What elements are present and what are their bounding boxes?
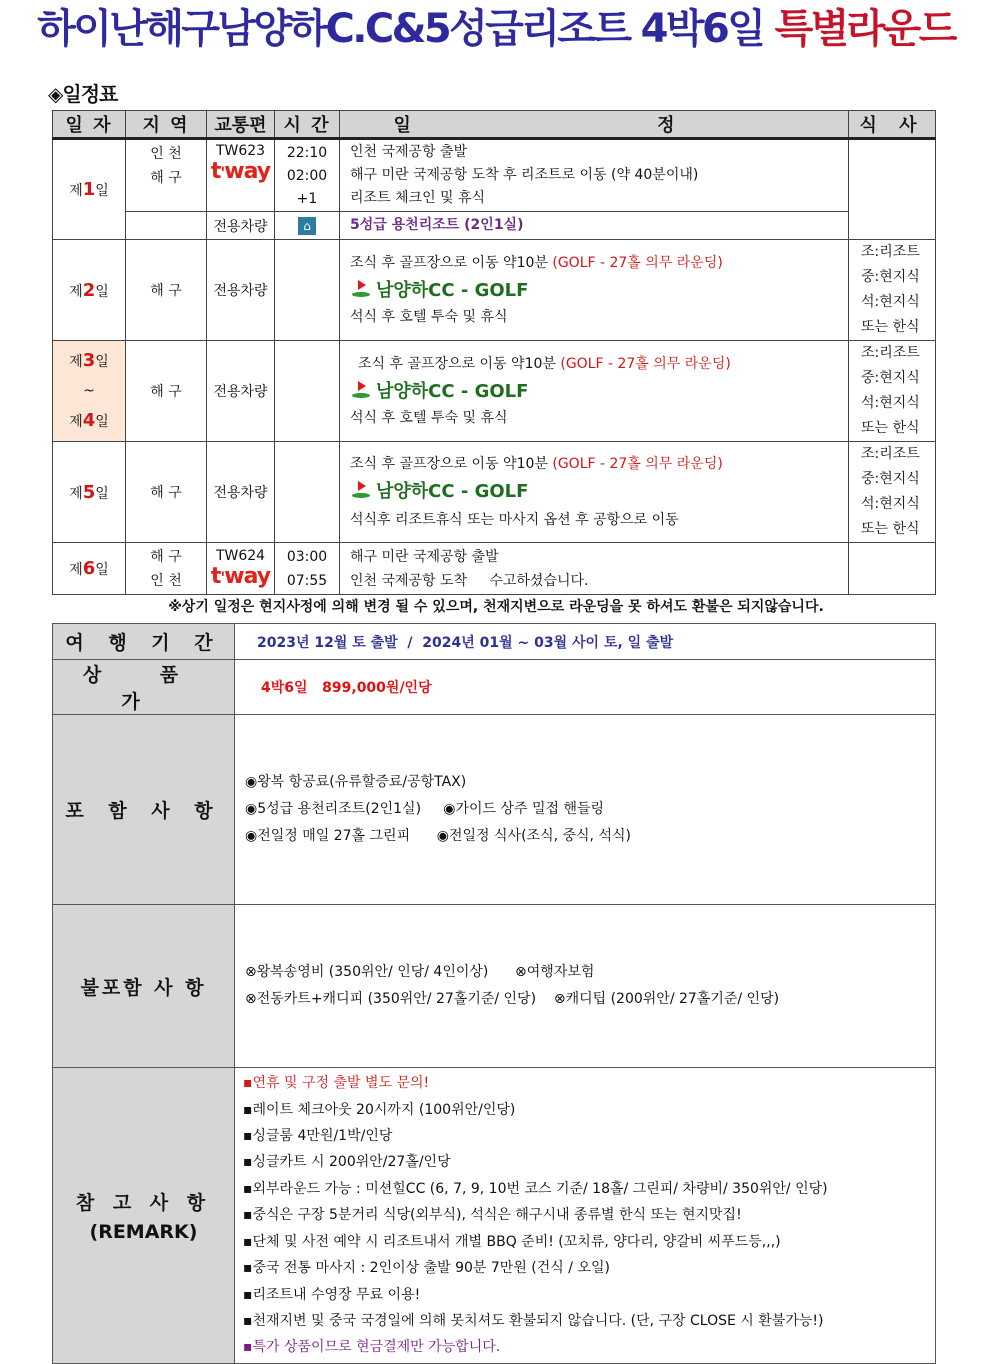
header-region: 지 역	[126, 111, 207, 139]
header-day: 일 자	[53, 111, 126, 139]
list-item: ◉왕복 항공료(유류할증료/공항TAX)	[245, 774, 467, 790]
region-cell: 해 구	[126, 341, 207, 442]
table-row	[53, 1068, 936, 1364]
table-row	[53, 139, 936, 212]
tway-logo: t'way	[210, 159, 271, 184]
list-item: ⊗왕복송영비 (350위안/ 인당/ 4인이상) ⊗여행자보험	[245, 964, 595, 980]
time-cell	[275, 341, 340, 442]
list-item: ◉5성급 용천리조트(2인1실) ◉가이드 상주 밀접 핸들링	[245, 801, 605, 817]
region-cell: 해 구	[126, 442, 207, 543]
meal-cell: 조:리조트 중:현지식 석:현지식 또는 한식	[849, 442, 936, 543]
list-item: ▪리조트내 수영장 무료 이용!	[243, 1286, 421, 1303]
vehicle-cell: 전용차량	[207, 212, 275, 240]
hotel-name: 5성급 용천리조트 (2인1실)	[340, 212, 849, 240]
list-item: ◉전일정 매일 27홀 그린피 ◉전일정 식사(조식, 중식, 석식)	[245, 828, 631, 844]
header-meal: 식 사	[849, 111, 936, 139]
time-cell	[275, 240, 340, 341]
table-row	[53, 442, 936, 543]
list-item: ▪레이트 체크아웃 20시까지 (100위안/인당)	[243, 1101, 516, 1118]
table-row	[53, 624, 936, 660]
hotel-cell	[275, 212, 340, 240]
includes-list	[235, 715, 936, 905]
golf-flag-icon	[350, 481, 372, 499]
day-cell: 제6일	[53, 543, 126, 595]
schedule-table	[52, 110, 936, 595]
region-cell: 해 구	[126, 240, 207, 341]
time-cell: 03:00 07:55	[275, 543, 340, 595]
vehicle-cell: 전용차량	[207, 240, 275, 341]
list-item: ▪천재지변 및 중국 국경일에 의해 못치셔도 환불되지 않습니다. (단, 구장 CLOSE 시 환불가능!)	[243, 1312, 824, 1329]
remarks-label: 참 고 사 항 (REMARK)	[53, 1068, 235, 1364]
list-item: ⊗전동카트+캐디피 (350위안/ 27홀기준/ 인당) ⊗캐디팁 (200위안/ 27홀기준/ 인당)	[245, 991, 780, 1007]
list-item: ▪중식은 구장 5분거리 식당(외부식), 석식은 해구시내 종류별 한식 또는 현지맛집!	[243, 1207, 742, 1224]
itinerary-cell: 조식 후 골프장으로 이동 약10분 (GOLF - 27홀 의무 라운딩) 남양하CC - GOLF 석식 후 호텔 투숙 및 휴식	[340, 240, 849, 341]
list-item: ▪특가 상품이므로 현금결제만 가능합니다.	[243, 1339, 501, 1356]
excludes-label: 불포함 사 항	[53, 905, 235, 1068]
time-cell: 22:10 02:00 +1	[275, 139, 340, 212]
meal-cell	[849, 139, 936, 240]
list-item: ▪외부라운드 가능 : 미션힐CC (6, 7, 9, 10번 코스 기준/ 18홀/ 그린피/ 차량비/ 350위안/ 인당)	[243, 1180, 828, 1197]
info-table	[52, 623, 936, 1364]
price-value: 4박6일 899,000원/인당	[235, 660, 936, 715]
region-cell	[126, 212, 207, 240]
schedule-header-row	[53, 111, 936, 139]
day-cell: 제5일	[53, 442, 126, 543]
hotel-icon: ⌂	[298, 217, 316, 235]
vehicle-cell: 전용차량	[207, 442, 275, 543]
includes-label: 포 함 사 항	[53, 715, 235, 905]
itinerary-cell: 해구 미란 국제공항 출발 인천 국제공항 도착 수고하셨습니다.	[340, 543, 849, 595]
table-row	[53, 212, 936, 240]
list-item: ▪중국 전통 마사지 : 2인이상 출발 90분 7만원 (건식 / 오일)	[243, 1260, 610, 1277]
notice-text: ※상기 일정은 현지사정에 의해 변경 될 수 있으며, 천재지변으로 라운딩을 못 하셔도 환불은 되지않습니다.	[168, 599, 824, 615]
table-row	[53, 660, 936, 715]
table-row	[53, 543, 936, 595]
golf-flag-icon	[350, 381, 372, 399]
excludes-list	[235, 905, 936, 1068]
page-title: 하이난해구남양하C.C&5성급리조트 4박6일 특별라운드	[37, 6, 955, 52]
day-cell: 제1일	[53, 139, 126, 240]
meal-cell	[849, 543, 936, 595]
list-item: ▪단체 및 사전 예약 시 리조트내서 개별 BBQ 준비! (꼬치류, 양다리, 양갈비 씨푸드등,,,)	[243, 1233, 781, 1250]
day-cell: 제2일	[53, 240, 126, 341]
golf-flag-icon	[350, 280, 372, 298]
table-row	[53, 715, 936, 905]
meal-cell: 조:리조트 중:현지식 석:현지식 또는 한식	[849, 341, 936, 442]
transport-cell: TW623 t'way	[207, 139, 275, 212]
list-item: ▪연휴 및 구정 출발 별도 문의!	[243, 1075, 430, 1092]
itinerary-cell: 조식 후 골프장으로 이동 약10분 (GOLF - 27홀 의무 라운딩) 남양하CC - GOLF 석식 후 호텔 투숙 및 휴식	[340, 341, 849, 442]
header-transport: 교통편	[207, 111, 275, 139]
itinerary-cell: 인천 국제공항 출발 해구 미란 국제공항 도착 후 리조트로 이동 (약 40분이내) 리조트 체크인 및 휴식	[340, 139, 849, 212]
vehicle-cell: 전용차량	[207, 341, 275, 442]
tway-logo: t'way	[210, 564, 271, 589]
remarks-list	[235, 1068, 936, 1364]
period-label: 여 행 기 간	[53, 624, 235, 660]
table-row	[53, 905, 936, 1068]
price-label: 상 품 가	[53, 660, 235, 715]
transport-cell: TW624 t'way	[207, 543, 275, 595]
schedule-label: ◈일정표	[48, 82, 118, 106]
list-item: ▪싱글카트 시 200위안/27홀/인당	[243, 1154, 451, 1171]
list-item: ▪싱글룸 4만원/1박/인당	[243, 1128, 393, 1145]
day-cell: 제3일 ~ 제4일	[53, 341, 126, 442]
meal-cell: 조:리조트 중:현지식 석:현지식 또는 한식	[849, 240, 936, 341]
time-cell	[275, 442, 340, 543]
header-itinerary: 일 정	[340, 111, 849, 139]
itinerary-cell: 조식 후 골프장으로 이동 약10분 (GOLF - 27홀 의무 라운딩) 남양하CC - GOLF 석식후 리조트휴식 또는 마사지 옵션 후 공항으로 이동	[340, 442, 849, 543]
table-row	[53, 240, 936, 341]
table-row	[53, 341, 936, 442]
region-cell: 해 구 인 천	[126, 543, 207, 595]
region-cell: 인 천 해 구	[126, 139, 207, 212]
header-time: 시 간	[275, 111, 340, 139]
period-value: 2023년 12월 토 출발 / 2024년 01월 ~ 03월 사이 토, 일 출발	[235, 624, 936, 660]
